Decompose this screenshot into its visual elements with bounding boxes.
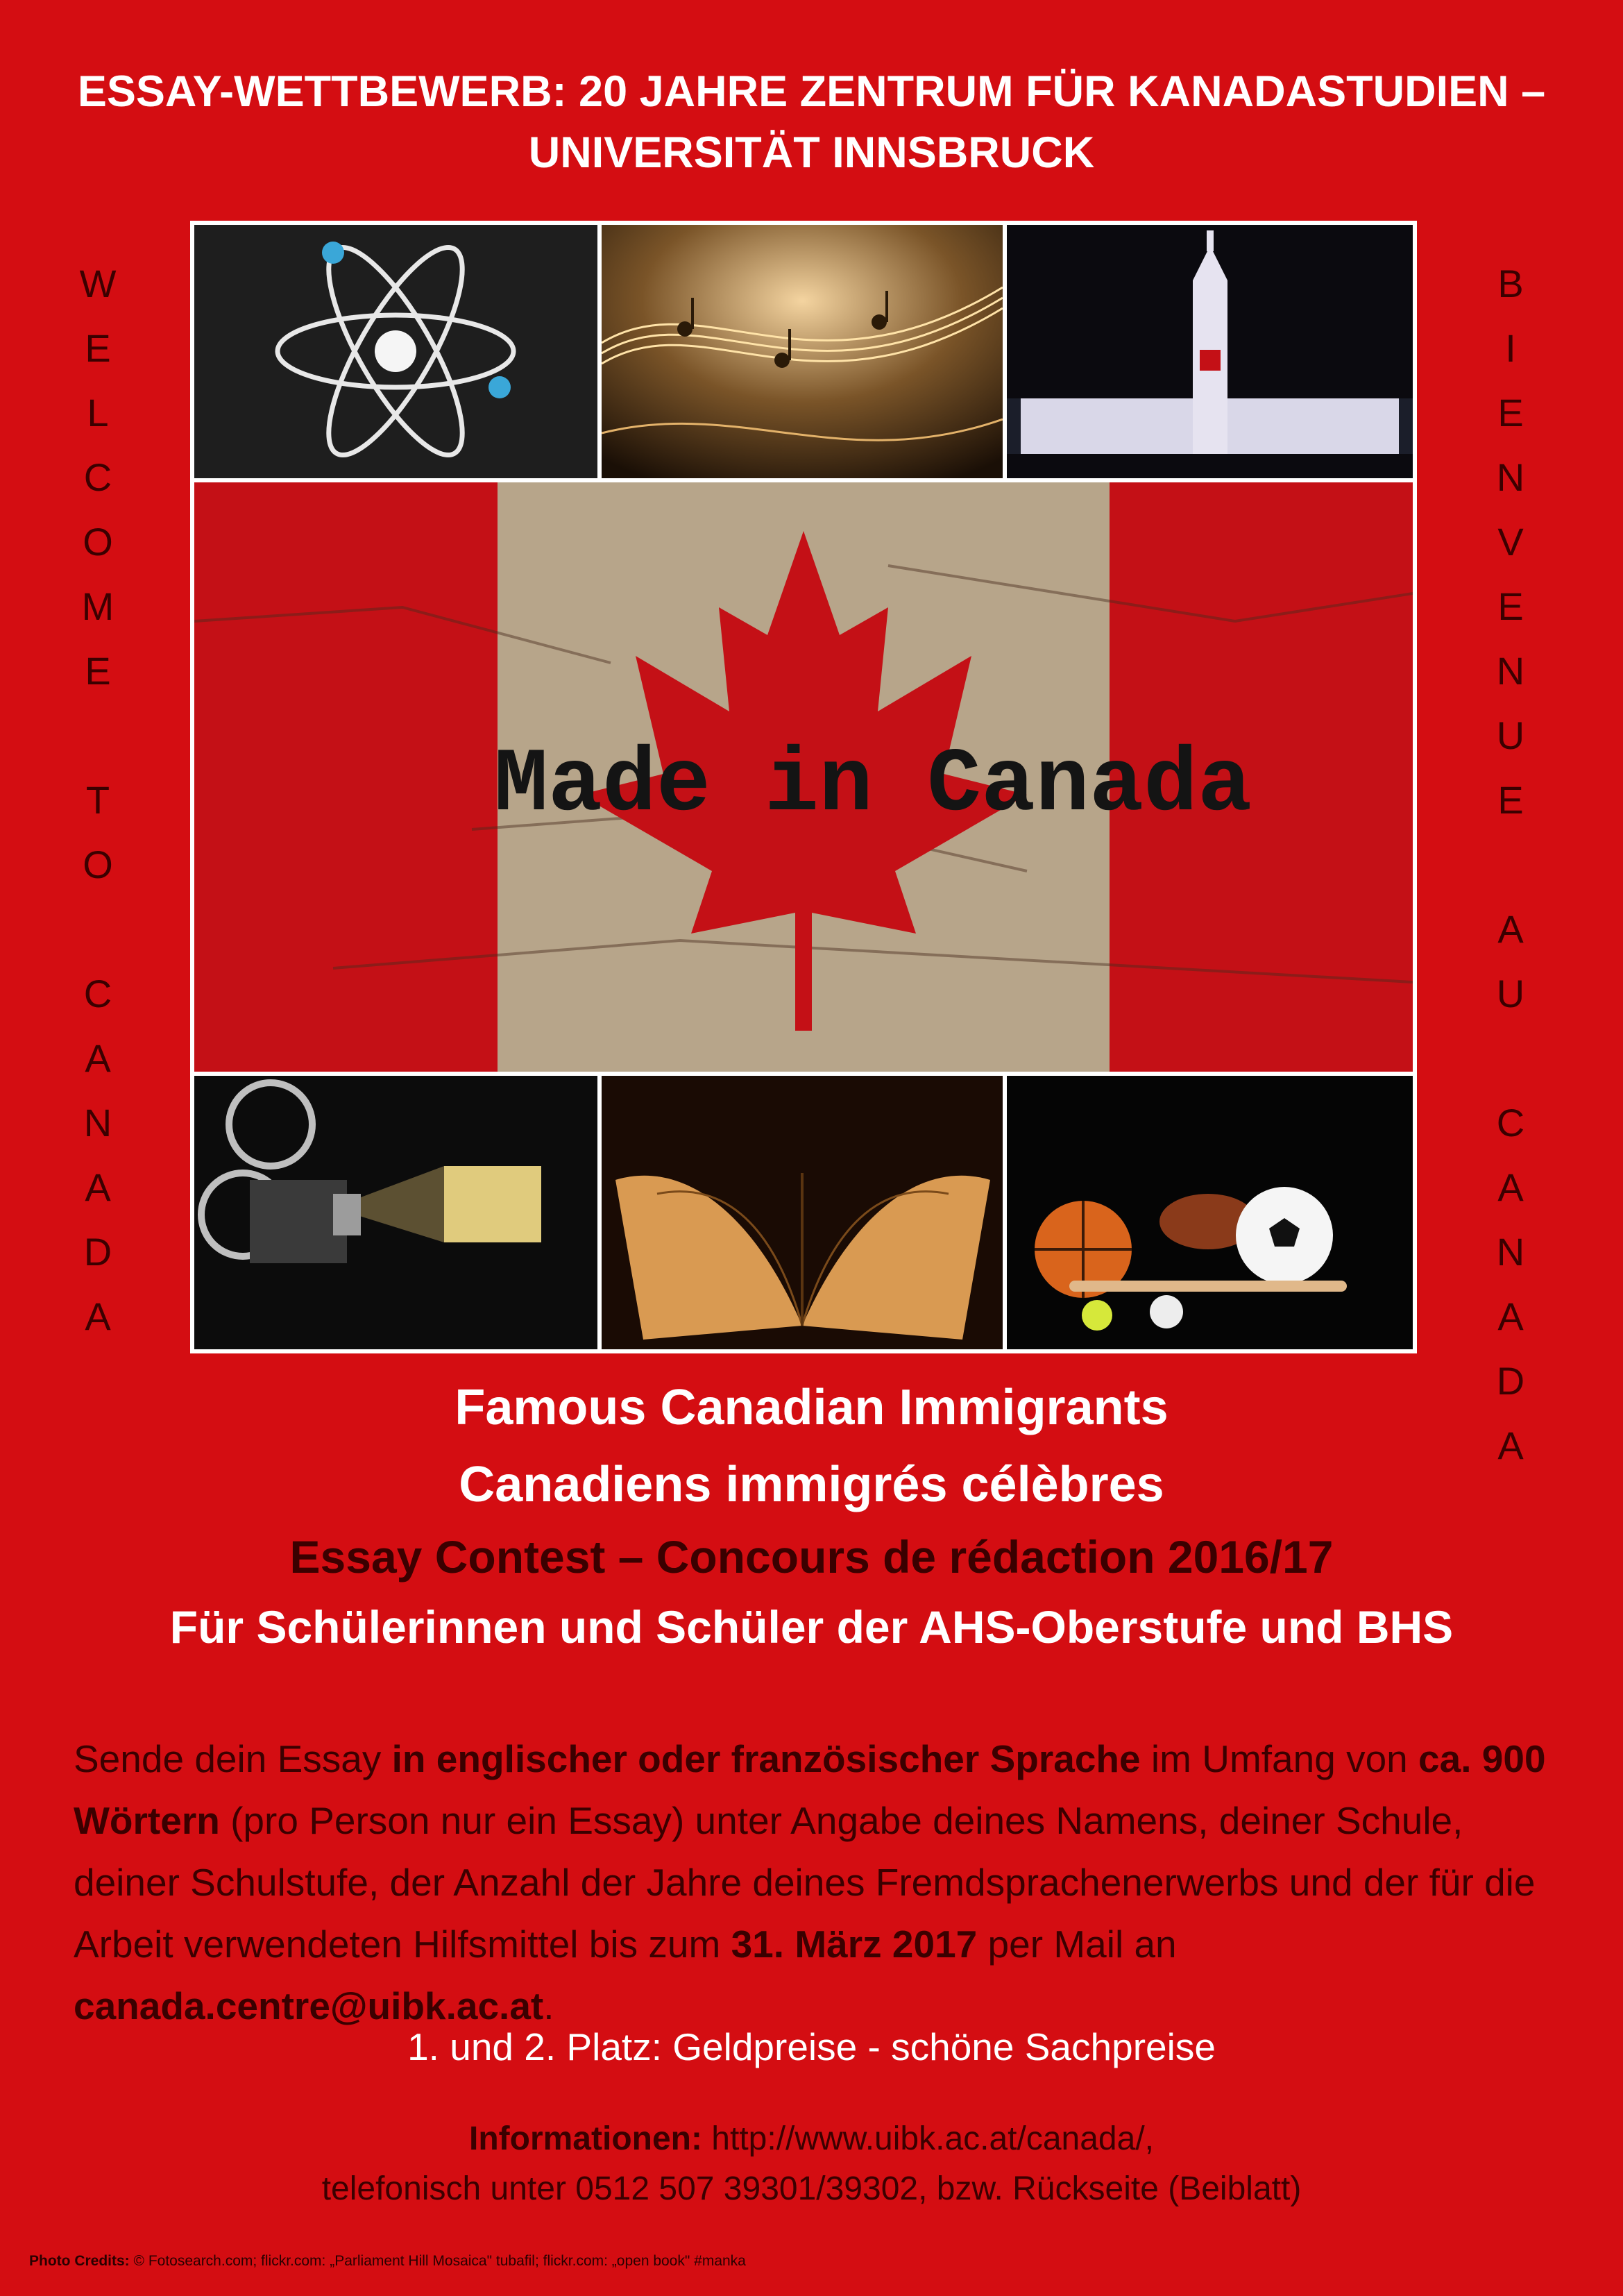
bienvenue-letter: C	[1496, 1101, 1525, 1145]
vertical-gap	[1472, 1026, 1549, 1090]
welcome-letter: A	[85, 1165, 111, 1209]
welcome-letter: M	[81, 584, 114, 628]
open-book-icon	[602, 1076, 1003, 1349]
body-text-3: (pro Person nur ein Essay) unter Angabe deines Namens, deiner Schule, deiner Schulstufe, der Anzahl der Jahre deines Fremdsprachenerwerbs und der für die Arbeit verwendeten Hilfsmittel bis zum	[74, 1799, 1536, 1966]
bienvenue-letter: D	[1496, 1359, 1525, 1403]
body-text-4: per Mail an	[977, 1923, 1177, 1966]
body-text-1: Sende dein Essay	[74, 1737, 392, 1780]
bienvenue-letter: E	[1497, 391, 1524, 434]
body-deadline: 31. März 2017	[731, 1923, 978, 1966]
information-block	[0, 2114, 1623, 2214]
credits-label: Photo Credits:	[29, 2253, 130, 2269]
welcome-letter: C	[83, 972, 112, 1015]
welcome-letter: E	[85, 649, 111, 693]
credits-text: © Fotosearch.com; flickr.com: „Parliament Hill Mosaica" tubafil; flickr.com: „open book" #manka	[129, 2253, 746, 2269]
atom-icon	[194, 225, 597, 478]
body-text-2: im Umfang von	[1140, 1737, 1419, 1780]
music-notes-icon	[602, 225, 1003, 478]
parliament-icon	[1007, 225, 1413, 478]
film-projector-icon	[194, 1076, 597, 1349]
contest-title: Essay Contest – Concours de rédaction 2016/17	[289, 1531, 1334, 1582]
welcome-letter: L	[87, 391, 109, 434]
welcome-letter: N	[83, 1101, 112, 1145]
atom-image	[194, 225, 597, 478]
welcome-letter: O	[83, 843, 113, 886]
bienvenue-letter: A	[1497, 1294, 1524, 1338]
prizes-line: 1. und 2. Platz: Geldpreise - schöne Sachpreise	[407, 2025, 1216, 2068]
body-word-count: ca. 900 Wörtern	[74, 1737, 1546, 1842]
welcome-letter: A	[85, 1294, 111, 1338]
title-line-2: UNIVERSITÄT INNSBRUCK	[528, 128, 1095, 177]
photo-credits	[29, 2252, 746, 2271]
sports-image	[1007, 1076, 1413, 1349]
bienvenue-au-canada-vertical	[1472, 251, 1549, 1478]
contact-email[interactable]: canada.centre@uibk.ac.at	[74, 1984, 544, 2027]
body-text-5: .	[543, 1984, 554, 2027]
bienvenue-letter: I	[1505, 326, 1516, 370]
music-image	[602, 225, 1003, 478]
projector-image	[194, 1076, 597, 1349]
body-language-requirement: in englischer oder französischer Sprache	[391, 1737, 1141, 1780]
instructions-paragraph	[74, 1728, 1558, 2037]
bienvenue-letter: N	[1496, 649, 1525, 693]
bienvenue-letter: B	[1497, 262, 1524, 305]
info-phone: telefonisch unter 0512 507 39301/39302, bzw. Rückseite (Beiblatt)	[321, 2170, 1302, 2207]
made-in-canada-caption: Made in Canada	[493, 735, 1252, 837]
vertical-gap	[60, 897, 136, 961]
vertical-gap	[60, 703, 136, 768]
bienvenue-letter: E	[1497, 778, 1524, 822]
welcome-letter: T	[85, 778, 110, 822]
bienvenue-letter: E	[1497, 584, 1524, 628]
bienvenue-letter: A	[1497, 1165, 1524, 1209]
photo-collage	[190, 221, 1417, 1353]
welcome-letter: A	[85, 1036, 111, 1080]
parliament-image	[1007, 225, 1413, 478]
book-image	[602, 1076, 1003, 1349]
info-label: Informationen:	[468, 2120, 702, 2157]
bienvenue-letter: N	[1496, 1230, 1525, 1274]
bienvenue-letter: N	[1496, 455, 1525, 499]
bienvenue-letter: A	[1497, 907, 1524, 951]
bienvenue-letter: U	[1496, 972, 1525, 1015]
welcome-letter: D	[83, 1230, 112, 1274]
topic-english: Famous Canadian Immigrants	[454, 1380, 1169, 1435]
bienvenue-letter: A	[1497, 1424, 1524, 1467]
welcome-to-canada-vertical	[60, 251, 136, 1349]
info-url[interactable]: http://www.uibk.ac.at/canada/,	[702, 2120, 1154, 2157]
topic-french: Canadiens immigrés célèbres	[459, 1457, 1164, 1512]
sports-balls-icon	[1007, 1076, 1413, 1349]
welcome-letter: O	[83, 520, 113, 564]
audience-line: Für Schülerinnen und Schüler der AHS-Oberstufe und BHS	[169, 1601, 1454, 1653]
welcome-letter: E	[85, 326, 111, 370]
welcome-letter: W	[79, 262, 117, 305]
vertical-gap	[1472, 832, 1549, 897]
bienvenue-letter: V	[1497, 520, 1524, 564]
bienvenue-letter: U	[1496, 714, 1525, 757]
welcome-letter: C	[83, 455, 112, 499]
poster-title	[0, 61, 1623, 183]
title-line-1: ESSAY-WETTBEWERB: 20 JAHRE ZENTRUM FÜR KANADASTUDIEN –	[77, 67, 1546, 116]
